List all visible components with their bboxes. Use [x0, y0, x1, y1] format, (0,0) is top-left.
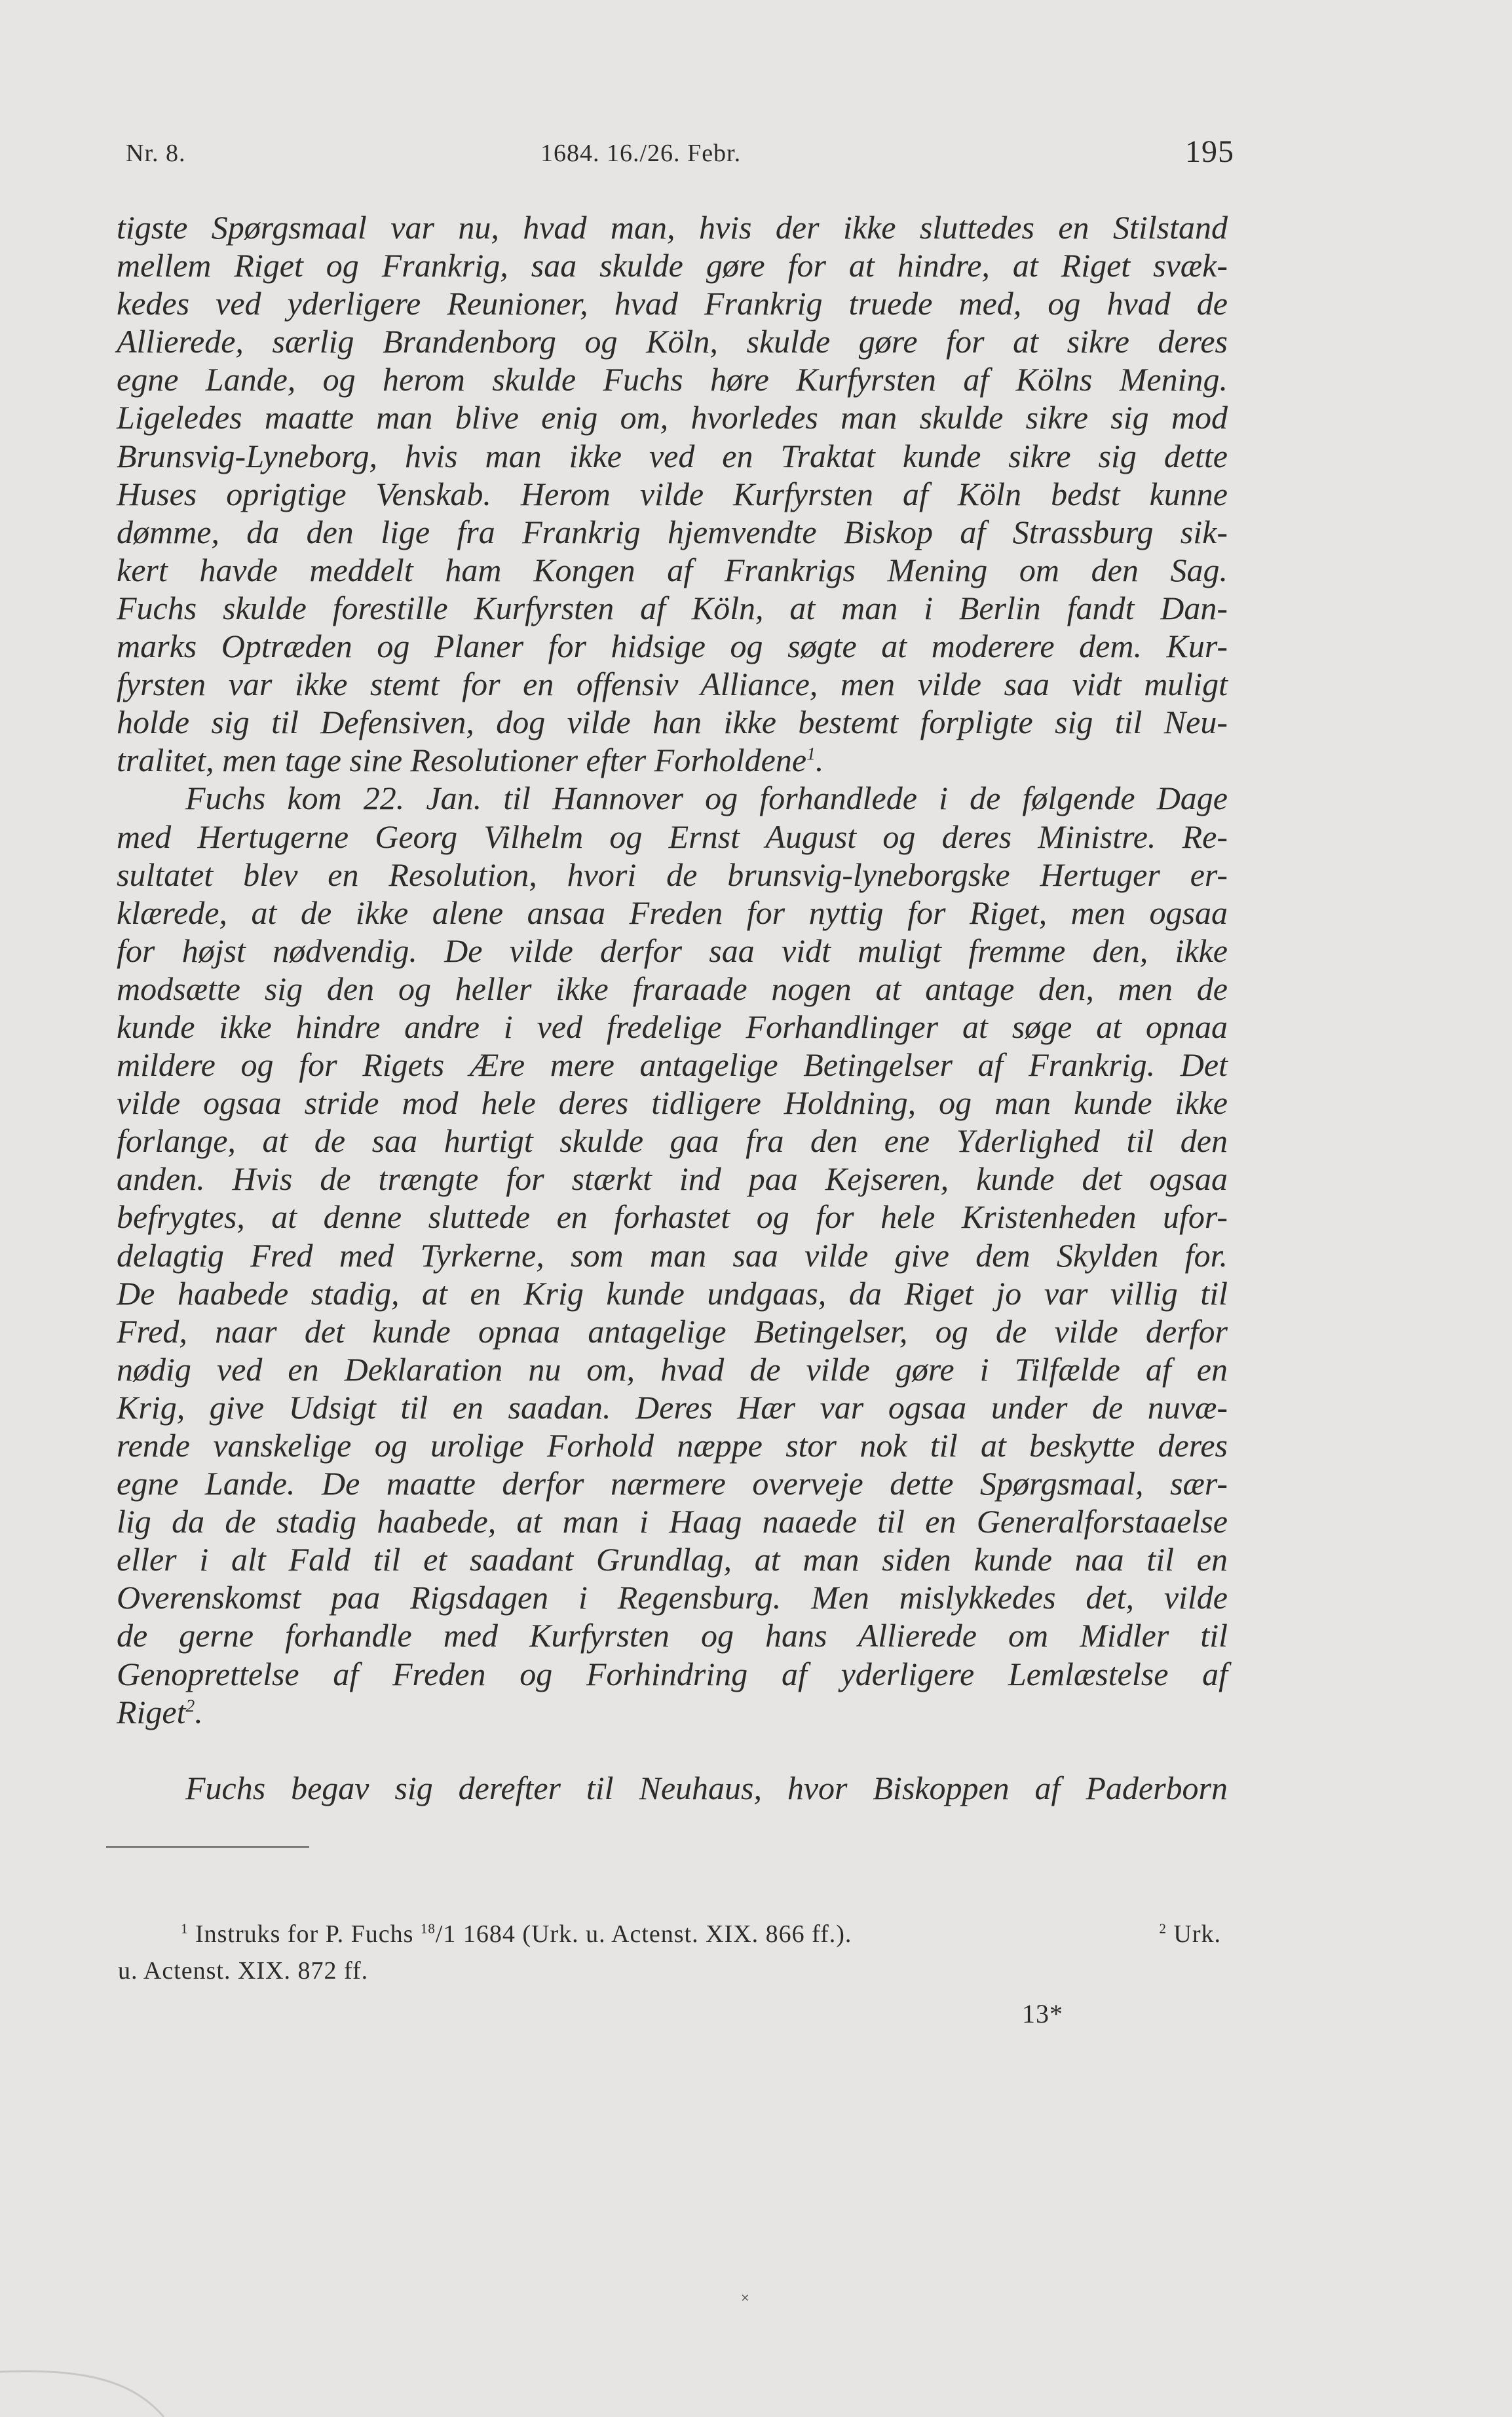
footnote-divider [106, 1846, 309, 1848]
footnote-reference: 2 [185, 1695, 195, 1715]
text-line-content: kert havde meddelt ham Kongen af Frankrigs Mening om den Sag. [117, 551, 1228, 588]
text-line-content: nødig ved en Deklaration nu om, hvad de vilde gøre i Tilfælde af en [117, 1350, 1228, 1388]
text-line-content: fyrsten var ikke stemt for en offensiv Alliance, men vilde saa vidt muligt [117, 666, 1228, 703]
footnote-1-date-day: 18 [420, 1920, 436, 1937]
document-number: Nr. 8. [126, 140, 186, 167]
text-line [117, 1312, 1228, 1350]
footnote-1-date-rest: /1 1684 (Urk. u. Actenst. XIX. 866 ff.). [435, 1920, 852, 1948]
text-line [117, 1388, 1228, 1426]
text-line-content: Krig, give Udsigt til en saadan. Deres Hær var ogsaa under de nuvæ- [117, 1388, 1228, 1426]
footnote-reference: 1 [806, 743, 816, 764]
text-line [117, 589, 1228, 627]
text-line-content: sultatet blev en Resolution, hvori de brunsvig-lyneborgske Hertuger er- [117, 856, 1228, 893]
text-line-content: mildere og for Rigets Ære mere antagelige Betingelser af Frankrig. Det [117, 1046, 1228, 1084]
text-line [117, 818, 1228, 856]
text-line-content: Huses oprigtige Venskab. Herom vilde Kurfyrsten af Köln bedst kunne [117, 475, 1228, 512]
text-line [117, 1198, 1228, 1236]
text-line [117, 1693, 1228, 1731]
text-line [117, 627, 1228, 665]
text-line-content: de gerne forhandle med Kurfyrsten og hans Allierede om Midler til [117, 1617, 1228, 1654]
text-line-content: med Hertugerne Georg Vilhelm og Ernst August og deres Ministre. Re- [117, 818, 1228, 855]
text-line [117, 1502, 1228, 1540]
paragraph-gap [117, 1731, 1228, 1769]
text-line-content: De haabede stadig, at en Krig kunde undgaas, da Riget jo var villig til [117, 1274, 1228, 1312]
text-line-content: Genoprettelse af Freden og Forhindring af yderligere Lemlæstelse af [117, 1655, 1228, 1692]
text-line [117, 208, 1228, 246]
text-line [117, 360, 1228, 398]
text-line-content: forlange, at de saa hurtigt skulde gaa fra den ene Yderlighed til den [117, 1122, 1228, 1160]
text-line [117, 894, 1228, 932]
text-line [117, 1350, 1228, 1388]
text-line [117, 437, 1228, 475]
text-line [117, 1464, 1228, 1502]
text-line-content: Ligeledes maatte man blive enig om, hvorledes man skulde sikre sig mod [117, 399, 1228, 436]
text-line [117, 1008, 1228, 1046]
text-line [117, 856, 1228, 894]
text-line-content: Fred, naar det kunde opnaa antagelige Betingelser, og de vilde derfor [117, 1312, 1228, 1350]
text-line [117, 513, 1228, 551]
text-line [117, 1084, 1228, 1122]
header-date: 1684. 16./26. Febr. [540, 140, 742, 167]
text-line-content: rende vanskelige og urolige Forhold næppe stor nok til at beskytte deres [117, 1427, 1228, 1464]
text-line-content: Overenskomst paa Rigsdagen i Regensburg. Men mislykkedes det, vilde [117, 1579, 1228, 1616]
text-line [117, 1655, 1228, 1693]
text-line-content: for højst nødvendig. De vilde derfor saa vidt muligt fremme den, ikke [117, 932, 1228, 969]
text-line-content: dømme, da den lige fra Frankrig hjemvendte Biskop af Strassburg sik- [117, 513, 1228, 550]
text-line-content: modsætte sig den og heller ikke fraraade nogen at antage den, men de [117, 970, 1228, 1007]
text-line [117, 322, 1228, 360]
text-line-content: befrygtes, at denne sluttede en forhastet og for hele Kristenheden ufor- [117, 1198, 1228, 1236]
text-line-content: tigste Spørgsmaal var nu, hvad man, hvis der ikke sluttedes en Stilstand [117, 209, 1228, 246]
footnote-1-text: Instruks for P. Fuchs [195, 1920, 414, 1948]
text-line-content: kunde ikke hindre andre i ved fredelige Forhandlinger at søge at opnaa [117, 1008, 1228, 1045]
text-line [117, 703, 1228, 741]
text-line-content: eller i alt Fald til et saadant Grundlag, at man siden kunde naa til en [117, 1541, 1228, 1578]
text-line-content: Allierede, særlig Brandenborg og Köln, skulde gøre for at sikre deres [117, 323, 1228, 360]
text-line [117, 970, 1228, 1008]
text-line-content: Riget [117, 1693, 186, 1730]
footnote-2-text-a: Urk. [1173, 1920, 1221, 1948]
text-line [117, 1236, 1228, 1274]
text-line-content: marks Optræden og Planer for hidsige og søgte at moderere dem. Kur- [117, 628, 1228, 665]
text-line [117, 246, 1228, 284]
footnote-2-marker: 2 [1159, 1920, 1167, 1937]
line-tail: . [195, 1693, 203, 1730]
text-line-content: delagtig Fred med Tyrkerne, som man saa vilde give dem Skylden for. [117, 1236, 1228, 1274]
body-text [117, 208, 1228, 1807]
page-number: 195 [1185, 134, 1234, 169]
text-line [117, 1274, 1228, 1312]
text-line [117, 551, 1228, 589]
text-line [117, 1540, 1228, 1578]
text-line [117, 398, 1228, 436]
text-line [117, 1160, 1228, 1198]
text-line-content: egne Lande. De maatte derfor nærmere overveje dette Spørgsmaal, sær- [117, 1465, 1228, 1502]
text-line [117, 475, 1228, 513]
text-line-content: Fuchs kom 22. Jan. til Hannover og forhandlede i de følgende Dage [185, 780, 1228, 817]
text-line-content: egne Lande, og herom skulde Fuchs høre Kurfyrsten af Kölns Mening. [117, 361, 1228, 398]
text-line-content: vilde ogsaa stride mod hele deres tidligere Holdning, og man kunde ikke [117, 1084, 1228, 1122]
text-line-content: lig da de stadig haabede, at man i Haag naaede til en Generalforstaaelse [117, 1503, 1228, 1540]
stray-mark: ˟ [742, 2292, 749, 2312]
text-line-content: Fuchs begav sig derefter til Neuhaus, hvor Biskoppen af Paderborn [185, 1769, 1228, 1806]
footnote-2-start [1159, 1916, 1221, 1952]
text-line [117, 1426, 1228, 1464]
footnote-2-continuation: u. Actenst. XIX. 872 ff. [118, 1957, 369, 1985]
text-line [117, 1769, 1228, 1807]
text-line-content: holde sig til Defensiven, dog vilde han ikke bestemt forpligte sig til Neu- [117, 704, 1228, 741]
running-header [126, 134, 1234, 178]
text-line-content: anden. Hvis de trængte for stærkt ind paa Kejseren, kunde det ogsaa [117, 1160, 1228, 1198]
printer-signature: 13* [1022, 1999, 1063, 2028]
line-tail: . [815, 742, 824, 779]
text-line-content: klærede, at de ikke alene ansaa Freden for nyttig for Riget, men ogsaa [117, 894, 1228, 931]
text-line [117, 665, 1228, 703]
text-line [117, 284, 1228, 322]
text-line-content: Fuchs skulde forestille Kurfyrsten af Köln, at man i Berlin fandt Dan- [117, 589, 1228, 626]
footnote-1 [118, 1916, 1226, 1952]
text-line-content: Brunsvig-Lyneborg, hvis man ikke ved en Traktat kunde sikre sig dette [117, 437, 1228, 474]
text-line [117, 1578, 1228, 1616]
text-line-content: kedes ved yderligere Reunioner, hvad Frankrig truede med, og hvad de [117, 285, 1228, 322]
text-line [117, 741, 1228, 779]
text-line [117, 779, 1228, 817]
text-line [117, 1122, 1228, 1160]
text-line [117, 932, 1228, 970]
text-line [117, 1616, 1228, 1654]
text-line [117, 1046, 1228, 1084]
text-line-content: mellem Riget og Frankrig, saa skulde gøre for at hindre, at Riget svæk- [117, 247, 1228, 284]
footnotes [118, 1916, 1226, 1989]
footnote-1-marker: 1 [181, 1920, 189, 1937]
text-line-content: tralitet, men tage sine Resolutioner efter Forholdene [117, 742, 807, 779]
page-edge-curve [0, 2332, 183, 2417]
